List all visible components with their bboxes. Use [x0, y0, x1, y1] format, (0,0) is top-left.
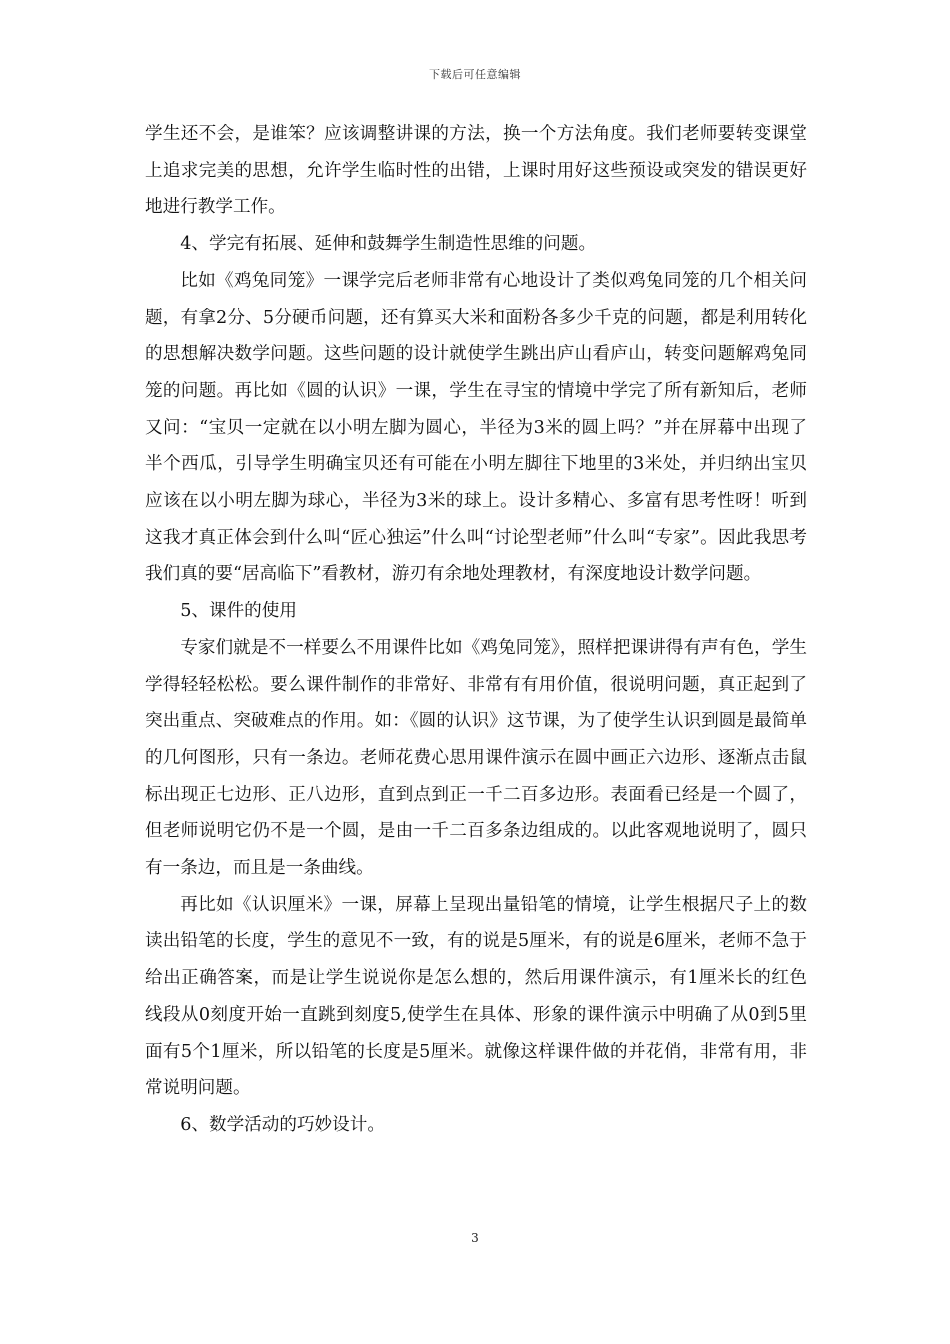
section-heading-5: 5、课件的使用 — [180, 601, 297, 622]
document-body — [145, 116, 807, 1144]
paragraph-centimeter: 再比如《认识厘米》一课，屏幕上呈现出量铅笔的情境，让学生根据尺子上的数读出铅笔的长度，学生的意见不一致，有的说是5厘米，有的说是6厘米，老师不急于给出正确答案，而是让学生说说你是怎么想的，然后用课件演示，有1厘米长的红色线段从0刻度开始一直跳到刻度5,使学生在具体、形象的课件演示中明确了从0到5里面有5个1厘米，所以铅笔的长度是5厘米。就像这样课件做的并花俏，非常有用，非常说明问题。 — [145, 894, 807, 1099]
paragraph-chicken-rabbit: 比如《鸡兔同笼》一课学完后老师非常有心地设计了类似鸡兔同笼的几个相关问题，有拿2分、5分硬币问题，还有算买大米和面粉各多少千克的问题，都是利用转化的思想解决数学问题。这些问题的设计就使学生跳出庐山看庐山，转变问题解鸡兔同笼的问题。再比如《圆的认识》一课，学生在寻宝的情境中学完了所有新知后，老师又问：“宝贝一定就在以小明左脚为圆心，半径为3米的圆上吗？”并在屏幕中出现了半个西瓜，引导学生明确宝贝还有可能在小明左脚往下地里的3米处，并归纳出宝贝应该在以小明左脚为球心，半径为3米的球上。设计多精心、多富有思考性呀！听到这我才真正体会到什么叫“匠心独运”什么叫“讨论型老师”什么叫“专家”。因此我思考我们真的要“居高临下”看教材，游刃有余地处理教材，有深度地设计数学问题。 — [145, 270, 807, 585]
paragraph-courseware: 专家们就是不一样要么不用课件比如《鸡兔同笼》，照样把课讲得有声有色，学生学得轻轻松松。要么课件制作的非常好、非常有有用价值，很说明问题，真正起到了突出重点、突破难点的作用。如：《圆的认识》这节课，为了使学生认识到圆是最简单的几何图形，只有一条边。老师花费心思用课件演示在圆中画正六边形、逐渐点击鼠标出现正七边形、正八边形，直到点到正一千二百多边形。表面看已经是一个圆了，但老师说明它仍不是一个圆，是由一千二百多条边组成的。以此客观地说明了，圆只有一条边，而且是一条曲线。 — [145, 637, 807, 879]
paragraph-continuation: 学生还不会，是谁笨？应该调整讲课的方法，换一个方法角度。我们老师要转变课堂上追求完美的思想，允许学生临时性的出错，上课时用好这些预设或突发的错误更好地进行教学工作。 — [145, 124, 807, 218]
section-heading-6: 6、数学活动的巧妙设计。 — [180, 1114, 385, 1135]
page-header: 下载后可任意编辑 — [429, 68, 521, 81]
page-number: 3 — [471, 1231, 479, 1245]
section-heading-4: 4、学完有拓展、延伸和鼓舞学生制造性思维的问题。 — [180, 234, 597, 255]
